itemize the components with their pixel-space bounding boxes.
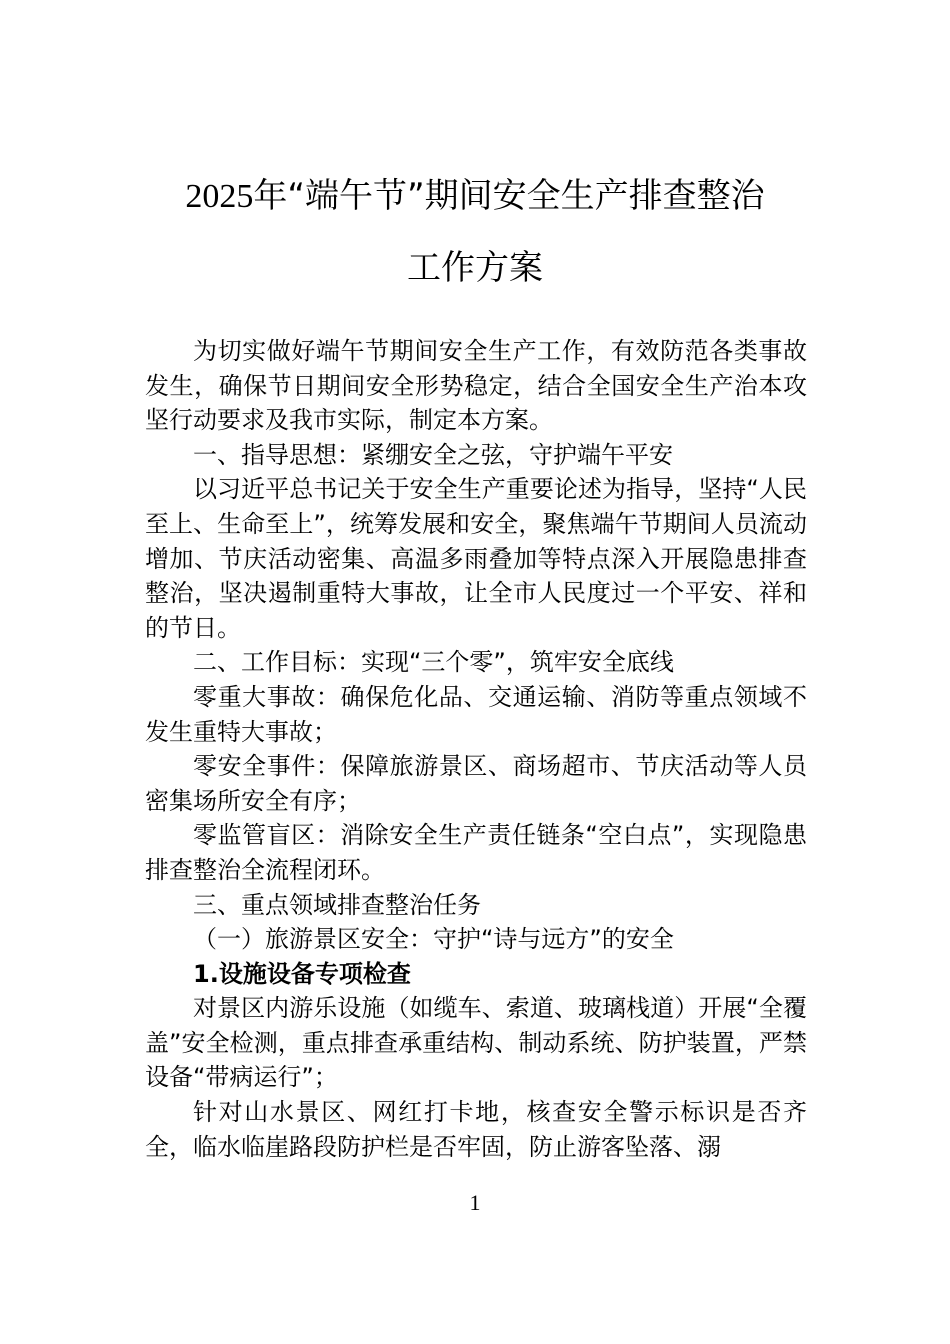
item-heading: 1.设施设备专项检查 xyxy=(193,959,411,988)
paragraph: 对景区内游乐设施（如缆车、索道、玻璃栈道）开展“全覆盖”安全检测，重点排查承重结构、制动系统、防护装置，严禁设备“带病运行”； xyxy=(145,994,807,1092)
goal-item: 零重大事故：确保危化品、交通运输、消防等重点领域不发生重特大事故； xyxy=(145,682,807,746)
intro-paragraph: 为切实做好端午节期间安全生产工作，有效防范各类事故发生，确保节日期间安全形势稳定，结合全国安全生产治本攻坚行动要求及我市实际，制定本方案。 xyxy=(145,337,807,435)
goal-item: 零监管盲区：消除安全生产责任链条“空白点”，实现隐患排查整治全流程闭环。 xyxy=(145,821,807,884)
goal-item: 零安全事件：保障旅游景区、商场超市、节庆活动等人员密集场所安全有序； xyxy=(145,752,807,815)
section-heading-3: 三、重点领域排查整治任务 xyxy=(193,890,481,919)
document-body xyxy=(145,334,807,1164)
paragraph: 以习近平总书记关于安全生产重要论述为指导，坚持“人民至上、生命至上”，统筹发展和安全，聚焦端午节期间人员流动增加、节庆活动密集、高温多雨叠加等特点深入开展隐患排查整治，坚决遏制重特大事故，让全市人民度过一个平安、祥和的节日。 xyxy=(145,475,807,642)
section-heading-1: 一、指导思想：紧绷安全之弦，守护端午平安 xyxy=(193,440,673,469)
document-title-line-2: 工作方案 xyxy=(407,248,543,288)
document-title-line-1 xyxy=(100,176,850,217)
subsection-heading: （一）旅游景区安全：守护“诗与远方”的安全 xyxy=(193,925,674,954)
title-text: 年“端午节”期间安全生产排查整治 xyxy=(253,176,765,216)
page-number: 1 xyxy=(469,1190,481,1215)
title-year: 2025 xyxy=(185,178,254,215)
section-heading-2: 二、工作目标：实现“三个零”，筑牢安全底线 xyxy=(193,648,674,677)
paragraph: 针对山水景区、网红打卡地，核查安全警示标识是否齐全，临水临崖路段防护栏是否牢固，防止游客坠落、溺 xyxy=(145,1098,807,1161)
